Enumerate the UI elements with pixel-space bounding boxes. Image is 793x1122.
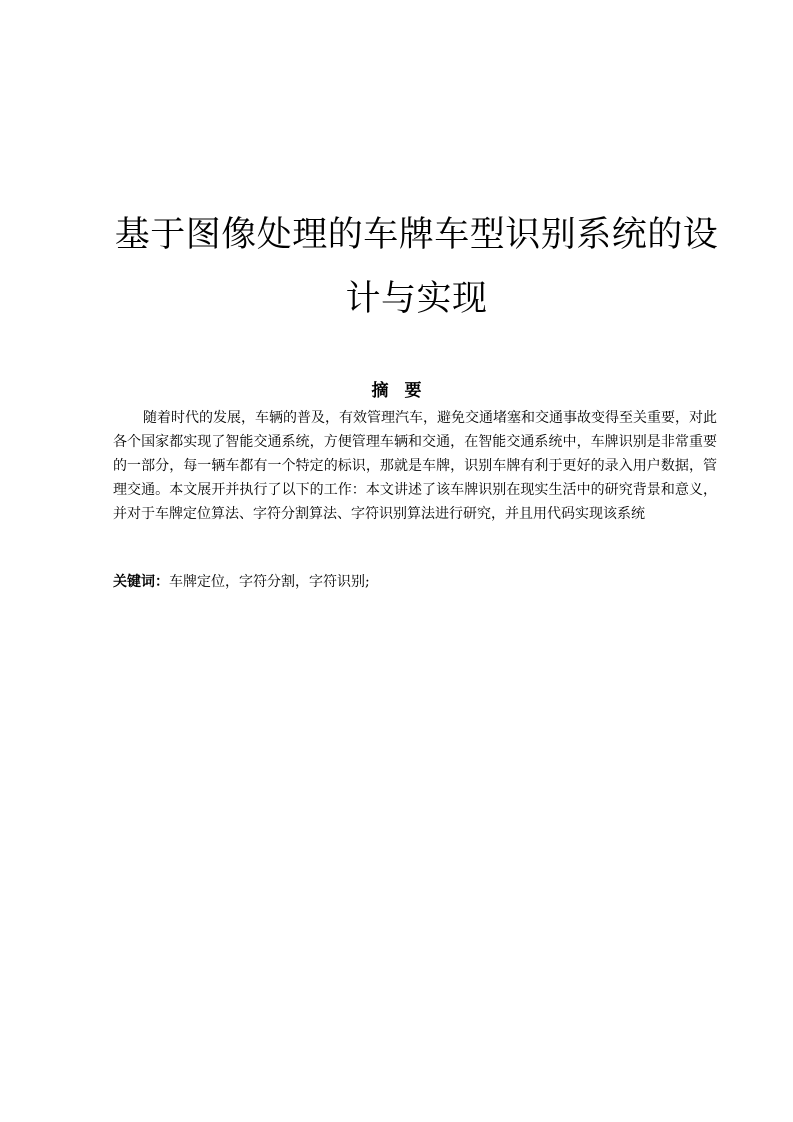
abstract-body: 随着时代的发展，车辆的普及，有效管理汽车，避免交通堵塞和交通事故变得至关重要，对此各个国家都实现了智能交通系统，方便管理车辆和交通，在智能交通系统中，车牌识别是非常重要的一部分，每一辆车都有一个特定的标识，那就是车牌，识别车牌有利于更好的录入用户数据，管理交通。本文展开并执行了以下的工作：本文讲述了该车牌识别在现实生活中的研究背景和意义，并对于车牌定位算法、字符分割算法、字符识别算法进行研究，并且用代码实现该系统 xyxy=(113,410,717,522)
keywords-line xyxy=(113,570,717,594)
document-title-line-1: 基于图像处理的车牌车型识别系统的设 xyxy=(114,215,719,255)
keywords-label: 关键词： xyxy=(113,574,169,590)
abstract-heading: 摘要 xyxy=(371,381,438,401)
document-title-line-2: 计与实现 xyxy=(345,279,488,319)
keywords-text: 车牌定位，字符分割，字符识别; xyxy=(169,574,370,590)
